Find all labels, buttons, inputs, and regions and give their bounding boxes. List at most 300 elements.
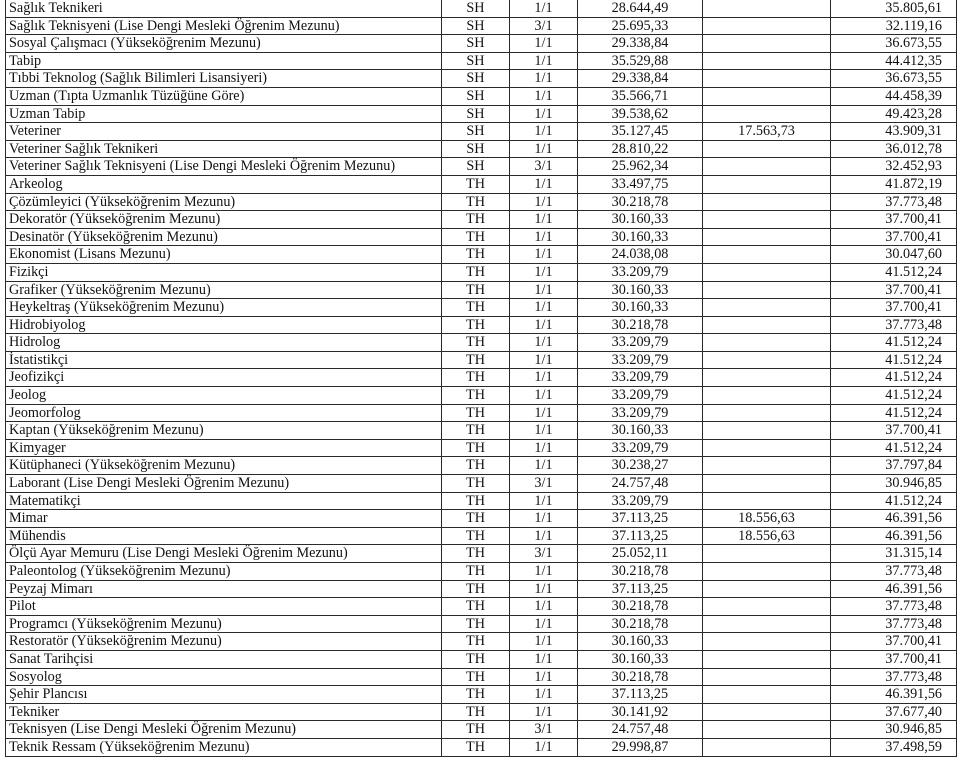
total-salary-cell: 37.773,48: [831, 668, 957, 686]
base-salary-cell: 30.160,33: [578, 633, 703, 651]
service-class-cell: TH: [442, 457, 510, 475]
job-title-cell: Teknisyen (Lise Dengi Mesleki Öğrenim Mezunu): [6, 721, 442, 739]
additional-pay-cell: [703, 668, 831, 686]
job-title-cell: Veteriner: [6, 123, 442, 141]
table-row: [6, 35, 957, 53]
base-salary-cell: 30.218,78: [578, 316, 703, 334]
job-title-cell: Desinatör (Yükseköğrenim Mezunu): [6, 228, 442, 246]
additional-pay-cell: [703, 563, 831, 581]
table-row: [6, 475, 957, 493]
additional-pay-cell: [703, 158, 831, 176]
job-title-cell: Çözümleyici (Yükseköğrenim Mezunu): [6, 193, 442, 211]
service-class-cell: TH: [442, 703, 510, 721]
table-row: [6, 158, 957, 176]
base-salary-cell: 30.160,33: [578, 281, 703, 299]
job-title-cell: Tekniker: [6, 703, 442, 721]
degree-step-cell: 1/1: [510, 422, 578, 440]
total-salary-cell: 49.423,28: [831, 105, 957, 123]
base-salary-cell: 30.218,78: [578, 668, 703, 686]
total-salary-cell: 37.700,41: [831, 299, 957, 317]
base-salary-cell: 30.218,78: [578, 193, 703, 211]
base-salary-cell: 24.757,48: [578, 721, 703, 739]
job-title-cell: Paleontolog (Yükseköğrenim Mezunu): [6, 563, 442, 581]
job-title-cell: Heykeltraş (Yükseköğrenim Mezunu): [6, 299, 442, 317]
base-salary-cell: 30.160,33: [578, 650, 703, 668]
additional-pay-cell: [703, 492, 831, 510]
service-class-cell: TH: [442, 369, 510, 387]
additional-pay-cell: [703, 228, 831, 246]
job-title-cell: Teknik Ressam (Yükseköğrenim Mezunu): [6, 738, 442, 756]
service-class-cell: TH: [442, 738, 510, 756]
base-salary-cell: 24.757,48: [578, 475, 703, 493]
total-salary-cell: 37.773,48: [831, 316, 957, 334]
table-row: [6, 105, 957, 123]
job-title-cell: Sosyolog: [6, 668, 442, 686]
base-salary-cell: 30.160,33: [578, 299, 703, 317]
service-class-cell: SH: [442, 70, 510, 88]
service-class-cell: TH: [442, 228, 510, 246]
base-salary-cell: 35.566,71: [578, 87, 703, 105]
job-title-cell: Programcı (Yükseköğrenim Mezunu): [6, 615, 442, 633]
table-row: [6, 246, 957, 264]
base-salary-cell: 25.695,33: [578, 17, 703, 35]
degree-step-cell: 1/1: [510, 0, 578, 17]
degree-step-cell: 1/1: [510, 703, 578, 721]
base-salary-cell: 37.113,25: [578, 686, 703, 704]
service-class-cell: TH: [442, 404, 510, 422]
additional-pay-cell: [703, 281, 831, 299]
table-row: [6, 52, 957, 70]
table-row: [6, 457, 957, 475]
job-title-cell: Veteriner Sağlık Teknikeri: [6, 140, 442, 158]
table-row: [6, 422, 957, 440]
degree-step-cell: 1/1: [510, 316, 578, 334]
total-salary-cell: 37.700,41: [831, 211, 957, 229]
base-salary-cell: 33.209,79: [578, 387, 703, 405]
job-title-cell: Restoratör (Yükseköğrenim Mezunu): [6, 633, 442, 651]
total-salary-cell: 37.700,41: [831, 281, 957, 299]
degree-step-cell: 1/1: [510, 175, 578, 193]
table-row: [6, 738, 957, 756]
total-salary-cell: 32.452,93: [831, 158, 957, 176]
base-salary-cell: 28.810,22: [578, 140, 703, 158]
degree-step-cell: 1/1: [510, 35, 578, 53]
additional-pay-cell: [703, 246, 831, 264]
base-salary-cell: 33.209,79: [578, 404, 703, 422]
service-class-cell: TH: [442, 615, 510, 633]
table-row: [6, 650, 957, 668]
table-row: [6, 334, 957, 352]
degree-step-cell: 3/1: [510, 475, 578, 493]
total-salary-cell: 44.412,35: [831, 52, 957, 70]
degree-step-cell: 1/1: [510, 563, 578, 581]
service-class-cell: TH: [442, 492, 510, 510]
table-row: [6, 510, 957, 528]
job-title-cell: Kütüphaneci (Yükseköğrenim Mezunu): [6, 457, 442, 475]
job-title-cell: Pilot: [6, 598, 442, 616]
table-row: [6, 17, 957, 35]
base-salary-cell: 30.218,78: [578, 615, 703, 633]
total-salary-cell: 31.315,14: [831, 545, 957, 563]
table-row: [6, 0, 957, 17]
degree-step-cell: 1/1: [510, 70, 578, 88]
salary-table-body: [6, 0, 957, 756]
table-row: [6, 721, 957, 739]
base-salary-cell: 24.038,08: [578, 246, 703, 264]
job-title-cell: Kaptan (Yükseköğrenim Mezunu): [6, 422, 442, 440]
service-class-cell: TH: [442, 650, 510, 668]
degree-step-cell: 1/1: [510, 580, 578, 598]
total-salary-cell: 37.700,41: [831, 422, 957, 440]
job-title-cell: Mühendis: [6, 527, 442, 545]
base-salary-cell: 30.218,78: [578, 563, 703, 581]
service-class-cell: TH: [442, 211, 510, 229]
additional-pay-cell: [703, 0, 831, 17]
service-class-cell: TH: [442, 175, 510, 193]
degree-step-cell: 1/1: [510, 527, 578, 545]
service-class-cell: TH: [442, 668, 510, 686]
degree-step-cell: 1/1: [510, 598, 578, 616]
service-class-cell: TH: [442, 334, 510, 352]
base-salary-cell: 25.052,11: [578, 545, 703, 563]
additional-pay-cell: [703, 87, 831, 105]
degree-step-cell: 1/1: [510, 351, 578, 369]
additional-pay-cell: [703, 334, 831, 352]
additional-pay-cell: [703, 351, 831, 369]
table-row: [6, 281, 957, 299]
job-title-cell: Şehir Plancısı: [6, 686, 442, 704]
table-row: [6, 211, 957, 229]
total-salary-cell: 37.773,48: [831, 615, 957, 633]
job-title-cell: Ekonomist (Lisans Mezunu): [6, 246, 442, 264]
service-class-cell: TH: [442, 439, 510, 457]
additional-pay-cell: 17.563,73: [703, 123, 831, 141]
table-row: [6, 545, 957, 563]
base-salary-cell: 30.218,78: [578, 598, 703, 616]
degree-step-cell: 3/1: [510, 158, 578, 176]
additional-pay-cell: [703, 404, 831, 422]
service-class-cell: SH: [442, 123, 510, 141]
table-row: [6, 633, 957, 651]
additional-pay-cell: [703, 299, 831, 317]
total-salary-cell: 37.773,48: [831, 563, 957, 581]
degree-step-cell: 1/1: [510, 387, 578, 405]
degree-step-cell: 3/1: [510, 545, 578, 563]
base-salary-cell: 30.160,33: [578, 211, 703, 229]
degree-step-cell: 1/1: [510, 686, 578, 704]
total-salary-cell: 41.512,24: [831, 351, 957, 369]
total-salary-cell: 41.512,24: [831, 492, 957, 510]
job-title-cell: Fizikçi: [6, 263, 442, 281]
additional-pay-cell: [703, 457, 831, 475]
degree-step-cell: 1/1: [510, 510, 578, 528]
total-salary-cell: 46.391,56: [831, 686, 957, 704]
base-salary-cell: 37.113,25: [578, 580, 703, 598]
job-title-cell: Sosyal Çalışmacı (Yükseköğrenim Mezunu): [6, 35, 442, 53]
total-salary-cell: 37.677,40: [831, 703, 957, 721]
additional-pay-cell: [703, 35, 831, 53]
additional-pay-cell: [703, 140, 831, 158]
table-row: [6, 228, 957, 246]
job-title-cell: Grafiker (Yükseköğrenim Mezunu): [6, 281, 442, 299]
table-row: [6, 140, 957, 158]
additional-pay-cell: [703, 738, 831, 756]
additional-pay-cell: [703, 175, 831, 193]
total-salary-cell: 30.047,60: [831, 246, 957, 264]
additional-pay-cell: [703, 52, 831, 70]
service-class-cell: TH: [442, 527, 510, 545]
additional-pay-cell: [703, 580, 831, 598]
total-salary-cell: 30.946,85: [831, 475, 957, 493]
additional-pay-cell: [703, 105, 831, 123]
degree-step-cell: 3/1: [510, 721, 578, 739]
total-salary-cell: 32.119,16: [831, 17, 957, 35]
degree-step-cell: 1/1: [510, 123, 578, 141]
base-salary-cell: 33.209,79: [578, 439, 703, 457]
total-salary-cell: 37.498,59: [831, 738, 957, 756]
base-salary-cell: 29.338,84: [578, 70, 703, 88]
additional-pay-cell: [703, 70, 831, 88]
total-salary-cell: 36.673,55: [831, 70, 957, 88]
base-salary-cell: 33.497,75: [578, 175, 703, 193]
degree-step-cell: 1/1: [510, 404, 578, 422]
table-row: [6, 175, 957, 193]
table-row: [6, 87, 957, 105]
job-title-cell: Sağlık Teknisyeni (Lise Dengi Mesleki Öğrenim Mezunu): [6, 17, 442, 35]
table-row: [6, 263, 957, 281]
service-class-cell: TH: [442, 580, 510, 598]
job-title-cell: Dekoratör (Yükseköğrenim Mezunu): [6, 211, 442, 229]
table-row: [6, 351, 957, 369]
additional-pay-cell: [703, 598, 831, 616]
degree-step-cell: 1/1: [510, 492, 578, 510]
degree-step-cell: 1/1: [510, 650, 578, 668]
service-class-cell: TH: [442, 510, 510, 528]
total-salary-cell: 36.012,78: [831, 140, 957, 158]
service-class-cell: TH: [442, 563, 510, 581]
degree-step-cell: 1/1: [510, 281, 578, 299]
table-row: [6, 492, 957, 510]
additional-pay-cell: [703, 387, 831, 405]
table-row: [6, 123, 957, 141]
service-class-cell: TH: [442, 351, 510, 369]
table-row: [6, 615, 957, 633]
table-row: [6, 70, 957, 88]
degree-step-cell: 1/1: [510, 228, 578, 246]
service-class-cell: TH: [442, 281, 510, 299]
degree-step-cell: 1/1: [510, 105, 578, 123]
additional-pay-cell: [703, 211, 831, 229]
base-salary-cell: 37.113,25: [578, 510, 703, 528]
total-salary-cell: 37.773,48: [831, 193, 957, 211]
base-salary-cell: 39.538,62: [578, 105, 703, 123]
total-salary-cell: 30.946,85: [831, 721, 957, 739]
salary-table: [5, 0, 957, 757]
service-class-cell: SH: [442, 0, 510, 17]
total-salary-cell: 41.512,24: [831, 404, 957, 422]
service-class-cell: TH: [442, 246, 510, 264]
job-title-cell: Tabip: [6, 52, 442, 70]
job-title-cell: Ölçü Ayar Memuru (Lise Dengi Mesleki Öğrenim Mezunu): [6, 545, 442, 563]
table-row: [6, 316, 957, 334]
base-salary-cell: 33.209,79: [578, 351, 703, 369]
base-salary-cell: 30.141,92: [578, 703, 703, 721]
base-salary-cell: 29.998,87: [578, 738, 703, 756]
table-row: [6, 404, 957, 422]
additional-pay-cell: [703, 17, 831, 35]
job-title-cell: Sanat Tarihçisi: [6, 650, 442, 668]
job-title-cell: Uzman Tabip: [6, 105, 442, 123]
job-title-cell: Jeolog: [6, 387, 442, 405]
job-title-cell: Sağlık Teknikeri: [6, 0, 442, 17]
degree-step-cell: 1/1: [510, 263, 578, 281]
job-title-cell: Hidrobiyolog: [6, 316, 442, 334]
total-salary-cell: 43.909,31: [831, 123, 957, 141]
degree-step-cell: 1/1: [510, 52, 578, 70]
degree-step-cell: 3/1: [510, 17, 578, 35]
table-row: [6, 563, 957, 581]
additional-pay-cell: [703, 475, 831, 493]
job-title-cell: Mimar: [6, 510, 442, 528]
job-title-cell: İstatistikçi: [6, 351, 442, 369]
additional-pay-cell: [703, 369, 831, 387]
additional-pay-cell: [703, 650, 831, 668]
service-class-cell: TH: [442, 299, 510, 317]
additional-pay-cell: 18.556,63: [703, 510, 831, 528]
table-row: [6, 580, 957, 598]
additional-pay-cell: [703, 263, 831, 281]
degree-step-cell: 1/1: [510, 668, 578, 686]
degree-step-cell: 1/1: [510, 140, 578, 158]
degree-step-cell: 1/1: [510, 738, 578, 756]
total-salary-cell: 41.512,24: [831, 387, 957, 405]
table-row: [6, 193, 957, 211]
service-class-cell: TH: [442, 686, 510, 704]
table-row: [6, 527, 957, 545]
job-title-cell: Kimyager: [6, 439, 442, 457]
total-salary-cell: 46.391,56: [831, 580, 957, 598]
total-salary-cell: 37.773,48: [831, 598, 957, 616]
additional-pay-cell: [703, 615, 831, 633]
base-salary-cell: 30.238,27: [578, 457, 703, 475]
service-class-cell: TH: [442, 387, 510, 405]
table-row: [6, 598, 957, 616]
additional-pay-cell: [703, 193, 831, 211]
degree-step-cell: 1/1: [510, 299, 578, 317]
service-class-cell: SH: [442, 87, 510, 105]
base-salary-cell: 33.209,79: [578, 263, 703, 281]
degree-step-cell: 1/1: [510, 633, 578, 651]
base-salary-cell: 25.962,34: [578, 158, 703, 176]
service-class-cell: TH: [442, 193, 510, 211]
additional-pay-cell: [703, 703, 831, 721]
degree-step-cell: 1/1: [510, 334, 578, 352]
total-salary-cell: 41.512,24: [831, 334, 957, 352]
table-row: [6, 299, 957, 317]
base-salary-cell: 30.160,33: [578, 422, 703, 440]
job-title-cell: Laborant (Lise Dengi Mesleki Öğrenim Mezunu): [6, 475, 442, 493]
total-salary-cell: 41.512,24: [831, 369, 957, 387]
base-salary-cell: 33.209,79: [578, 492, 703, 510]
table-row: [6, 439, 957, 457]
job-title-cell: Peyzaj Mimarı: [6, 580, 442, 598]
service-class-cell: TH: [442, 721, 510, 739]
job-title-cell: Jeomorfolog: [6, 404, 442, 422]
service-class-cell: SH: [442, 158, 510, 176]
degree-step-cell: 1/1: [510, 193, 578, 211]
total-salary-cell: 35.805,61: [831, 0, 957, 17]
base-salary-cell: 30.160,33: [578, 228, 703, 246]
base-salary-cell: 29.338,84: [578, 35, 703, 53]
service-class-cell: SH: [442, 35, 510, 53]
job-title-cell: Hidrolog: [6, 334, 442, 352]
additional-pay-cell: [703, 686, 831, 704]
total-salary-cell: 41.512,24: [831, 263, 957, 281]
base-salary-cell: 35.127,45: [578, 123, 703, 141]
table-row: [6, 686, 957, 704]
total-salary-cell: 37.700,41: [831, 650, 957, 668]
total-salary-cell: 37.700,41: [831, 228, 957, 246]
base-salary-cell: 28.644,49: [578, 0, 703, 17]
total-salary-cell: 41.872,19: [831, 175, 957, 193]
degree-step-cell: 1/1: [510, 369, 578, 387]
service-class-cell: TH: [442, 598, 510, 616]
total-salary-cell: 36.673,55: [831, 35, 957, 53]
service-class-cell: SH: [442, 105, 510, 123]
job-title-cell: Tıbbi Teknolog (Sağlık Bilimleri Lisansiyeri): [6, 70, 442, 88]
total-salary-cell: 41.512,24: [831, 439, 957, 457]
salary-document: [5, 0, 957, 757]
job-title-cell: Arkeolog: [6, 175, 442, 193]
service-class-cell: TH: [442, 316, 510, 334]
job-title-cell: Jeofizikçi: [6, 369, 442, 387]
service-class-cell: SH: [442, 17, 510, 35]
additional-pay-cell: [703, 721, 831, 739]
service-class-cell: TH: [442, 422, 510, 440]
additional-pay-cell: [703, 439, 831, 457]
service-class-cell: TH: [442, 633, 510, 651]
job-title-cell: Uzman (Tıpta Uzmanlık Tüzüğüne Göre): [6, 87, 442, 105]
additional-pay-cell: [703, 545, 831, 563]
table-row: [6, 387, 957, 405]
service-class-cell: TH: [442, 475, 510, 493]
table-row: [6, 703, 957, 721]
degree-step-cell: 1/1: [510, 439, 578, 457]
total-salary-cell: 37.700,41: [831, 633, 957, 651]
service-class-cell: TH: [442, 263, 510, 281]
base-salary-cell: 33.209,79: [578, 369, 703, 387]
additional-pay-cell: [703, 316, 831, 334]
total-salary-cell: 46.391,56: [831, 527, 957, 545]
table-row: [6, 668, 957, 686]
service-class-cell: TH: [442, 545, 510, 563]
total-salary-cell: 37.797,84: [831, 457, 957, 475]
service-class-cell: SH: [442, 52, 510, 70]
additional-pay-cell: [703, 422, 831, 440]
total-salary-cell: 46.391,56: [831, 510, 957, 528]
degree-step-cell: 1/1: [510, 87, 578, 105]
total-salary-cell: 44.458,39: [831, 87, 957, 105]
degree-step-cell: 1/1: [510, 457, 578, 475]
degree-step-cell: 1/1: [510, 615, 578, 633]
base-salary-cell: 37.113,25: [578, 527, 703, 545]
job-title-cell: Matematikçi: [6, 492, 442, 510]
degree-step-cell: 1/1: [510, 211, 578, 229]
base-salary-cell: 33.209,79: [578, 334, 703, 352]
service-class-cell: SH: [442, 140, 510, 158]
base-salary-cell: 35.529,88: [578, 52, 703, 70]
job-title-cell: Veteriner Sağlık Teknisyeni (Lise Dengi Mesleki Öğrenim Mezunu): [6, 158, 442, 176]
